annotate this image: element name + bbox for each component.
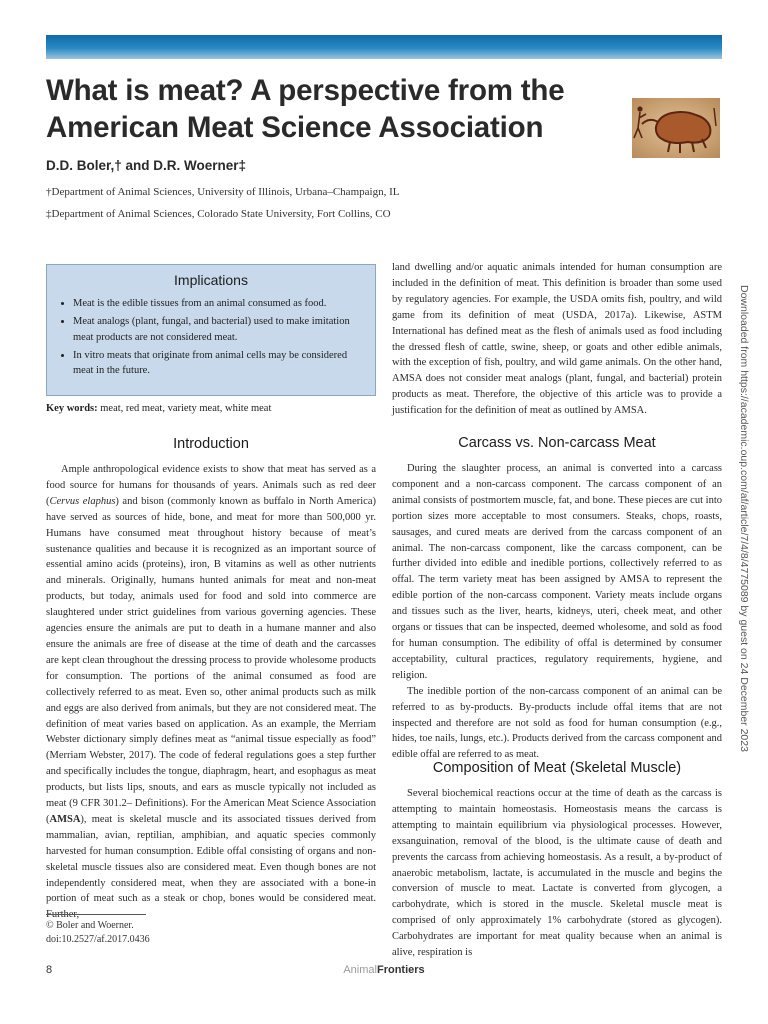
title-line-1: What is meat? A perspective from the [46,74,565,107]
journal-name-light: Animal [343,964,377,976]
intro-text-2: ) and bison (commonly known as buffalo in North America) have served as sources of hide, bone, and meat for more than 500,000 yr. Humans have consumed meat throughout history because of meat’s sustenance qualities and because it is recognized as an important source of essential amino acids (proteins), iron, B vitamins as well as other nutrients and minerals. Originally, humans hunted animals for meat and non-meat products, but today, animals used for food and sold into commerce are slaughtered under strict guidelines from various governing agencies. These agencies ensure the animals are put to death in a humane manner and also ensure the animals are free of disease at the time of death and the carcasses are kept clean throughout the dressing process to provide wholesome products for consumption. The portions of the animal consumed as food are collectively referred to as meat. Even so, other animal products such as milk and eggs are also derived from animals, but they are not considered meat. The definition of meat varies based on application. As an example, the Merriam Webster dictionary simply defines meat as “animal tissue especially as food” (Merriam Webster, 2017). The code of federal regulations goes a step further and specifically includes the tongue, diaphragm, heart, and esophagus as meat products, but lists lips, snouts, and ears as muscle typically not included as meat (9 CFR 301.2– Definitions). For the American Meat Science Association ( [46,495,376,825]
authors: D.D. Boler,† and D.R. Woerner‡ [46,158,247,173]
journal-name-bold: Frontiers [376,964,425,976]
affiliation-2: ‡Department of Animal Sciences, Colorado State University, Fort Collins, CO [46,208,391,220]
header-color-bar [46,35,722,59]
footnote [46,919,150,946]
implications-list [59,296,363,379]
implications-item: • In vitro meats that originate from animal cells may be considered meat in the future. [73,348,363,379]
carcass-paragraph-1: During the slaughter process, an animal is converted into a carcass component and a non-carcass component. The carcass component of an animal consists of postmortem muscle, fat, and bone. These pieces are cut into portion sizes more acceptable to most consumers. Steaks, chops, roasts, sausages, and cured meats are derived from the carcass component of an animal. The non-carcass component, like the carcass component, can be further divided into edible and inedible portions, collectively referred to as offal. The term variety meat has been assigned by AMSA to represent the edible portion of the non-carcass component. Variety meats include organs and tissues such as the liver, hearts, kidneys, uteri, cheek meat, and other organs or tissues that can be inspected, deemed wholesome, and sold as food for human consumption. The edibility of offal is determined by consumer acceptability, cultural practices, regulatory requirements, hygiene, and religion. [392,463,722,681]
keywords-label: Key words: [46,403,98,414]
composition-heading: Composition of Meat (Skeletal Muscle) [432,760,682,776]
composition-paragraph: Several biochemical reactions occur at the time of death as the carcass is attempting to maintain homeostasis. Homeostasis means the carcass is attempting to maintain equilibrium via physiological processes. However, exsanguination, removal of the blood, is the ultimate cause of death and prevents the carcass from achieving homeostasis. As a result, a by-product of anaerobic metabolism, lactate, is accumulated in the muscle and begins the conversion of muscle to meat. Lactate is converted from glycogen, a carbohydrate, which is stored in the muscle. Skeletal muscle meat is comprised of only approximately 1% carbohydrate (stored as glycogen). Carbohydrates are important for meat quality because when an animal is alive, respiration is [392,788,722,959]
keywords [46,403,271,414]
doi-line: doi:10.2527/af.2017.0436 [46,933,150,945]
carcass-heading: Carcass vs. Non-carcass Meat [458,435,656,451]
footnote-divider [46,914,146,915]
implications-box [46,264,376,396]
introduction-heading: Introduction [173,436,249,452]
intro-text-1: Ample anthropological evidence exists to show that meat has served as a food source for humans for thousands of years. Animals such as red deer ( [46,464,376,507]
implications-item: • Meat analogs (plant, fungal, and bacterial) used to make imitation meat products are not considered meat. [73,314,363,345]
species-name: Cervus elaphus [49,495,116,507]
carcass-body [392,461,722,763]
page-number: 8 [46,964,53,976]
introduction-paragraph [46,462,376,923]
carcass-paragraph-2: The inedible portion of the non-carcass component of an animal can be referred to as by-products. By-products include offal items that are not inspected and therefore are not sold as food for human consumption (e.g., hides, toe nails, lungs, etc.). Products derived from the carcass component and edible offal are referred to as meat. [392,685,722,761]
title-line-2: American Meat Science Association [46,111,544,144]
journal-name [0,964,768,976]
article-title [46,72,606,146]
keywords-text: meat, red meat, variety meat, white meat [97,403,272,414]
affiliation-1: †Department of Animal Sciences, University of Illinois, Urbana–Champaign, IL [46,186,400,198]
composition-body [392,786,722,961]
implications-item: • Meat is the edible tissues from an animal consumed as food. [73,296,363,312]
cave-painting-image [632,98,720,158]
right-column-continuation [392,260,722,419]
download-notice: Downloaded from https://academic.oup.com/af/article/7/4/8/4775089 by guest on 24 December 2023 [738,285,750,752]
continuation-paragraph: land dwelling and/or aquatic animals intended for human consumption are included in the definition of meat. This definition is broader than some used by regulatory agencies. For example, the USDA omits fish, poultry, and wild game from its definition of meat (USDA, 2017a). Likewise, ASTM International has defined meat as the flesh of animals used as food including the dressed flesh of cattle, swine, sheep, or goats and other edible animals, with the exception of fish, poultry, and wild game animals. On the other hand, AMSA does not consider meat analogs (plant, fungal, and bacterial) protein products as meat. Therefore, the objective of this article was to provide a justification for the definition of meat as outlined by AMSA. [392,262,722,417]
introduction-body [46,462,376,923]
implications-heading: Implications [174,272,248,288]
copyright-line: © Boler and Woerner. [46,920,134,931]
amsa-abbrev: AMSA [49,813,81,825]
intro-text-3: ), meat is skeletal muscle and its associated tissues derived from mammalian, avian, reptilian, amphibian, and aquatic species commonly harvested for human consumption. Edible offal consisting of organs and non-skeletal muscle tissues also are considered meat. Even though bones are not independently considered meat, when they are associated with a bone-in portion of meat such as a steak or chop, bones would be considered meat. Further, [46,813,376,921]
